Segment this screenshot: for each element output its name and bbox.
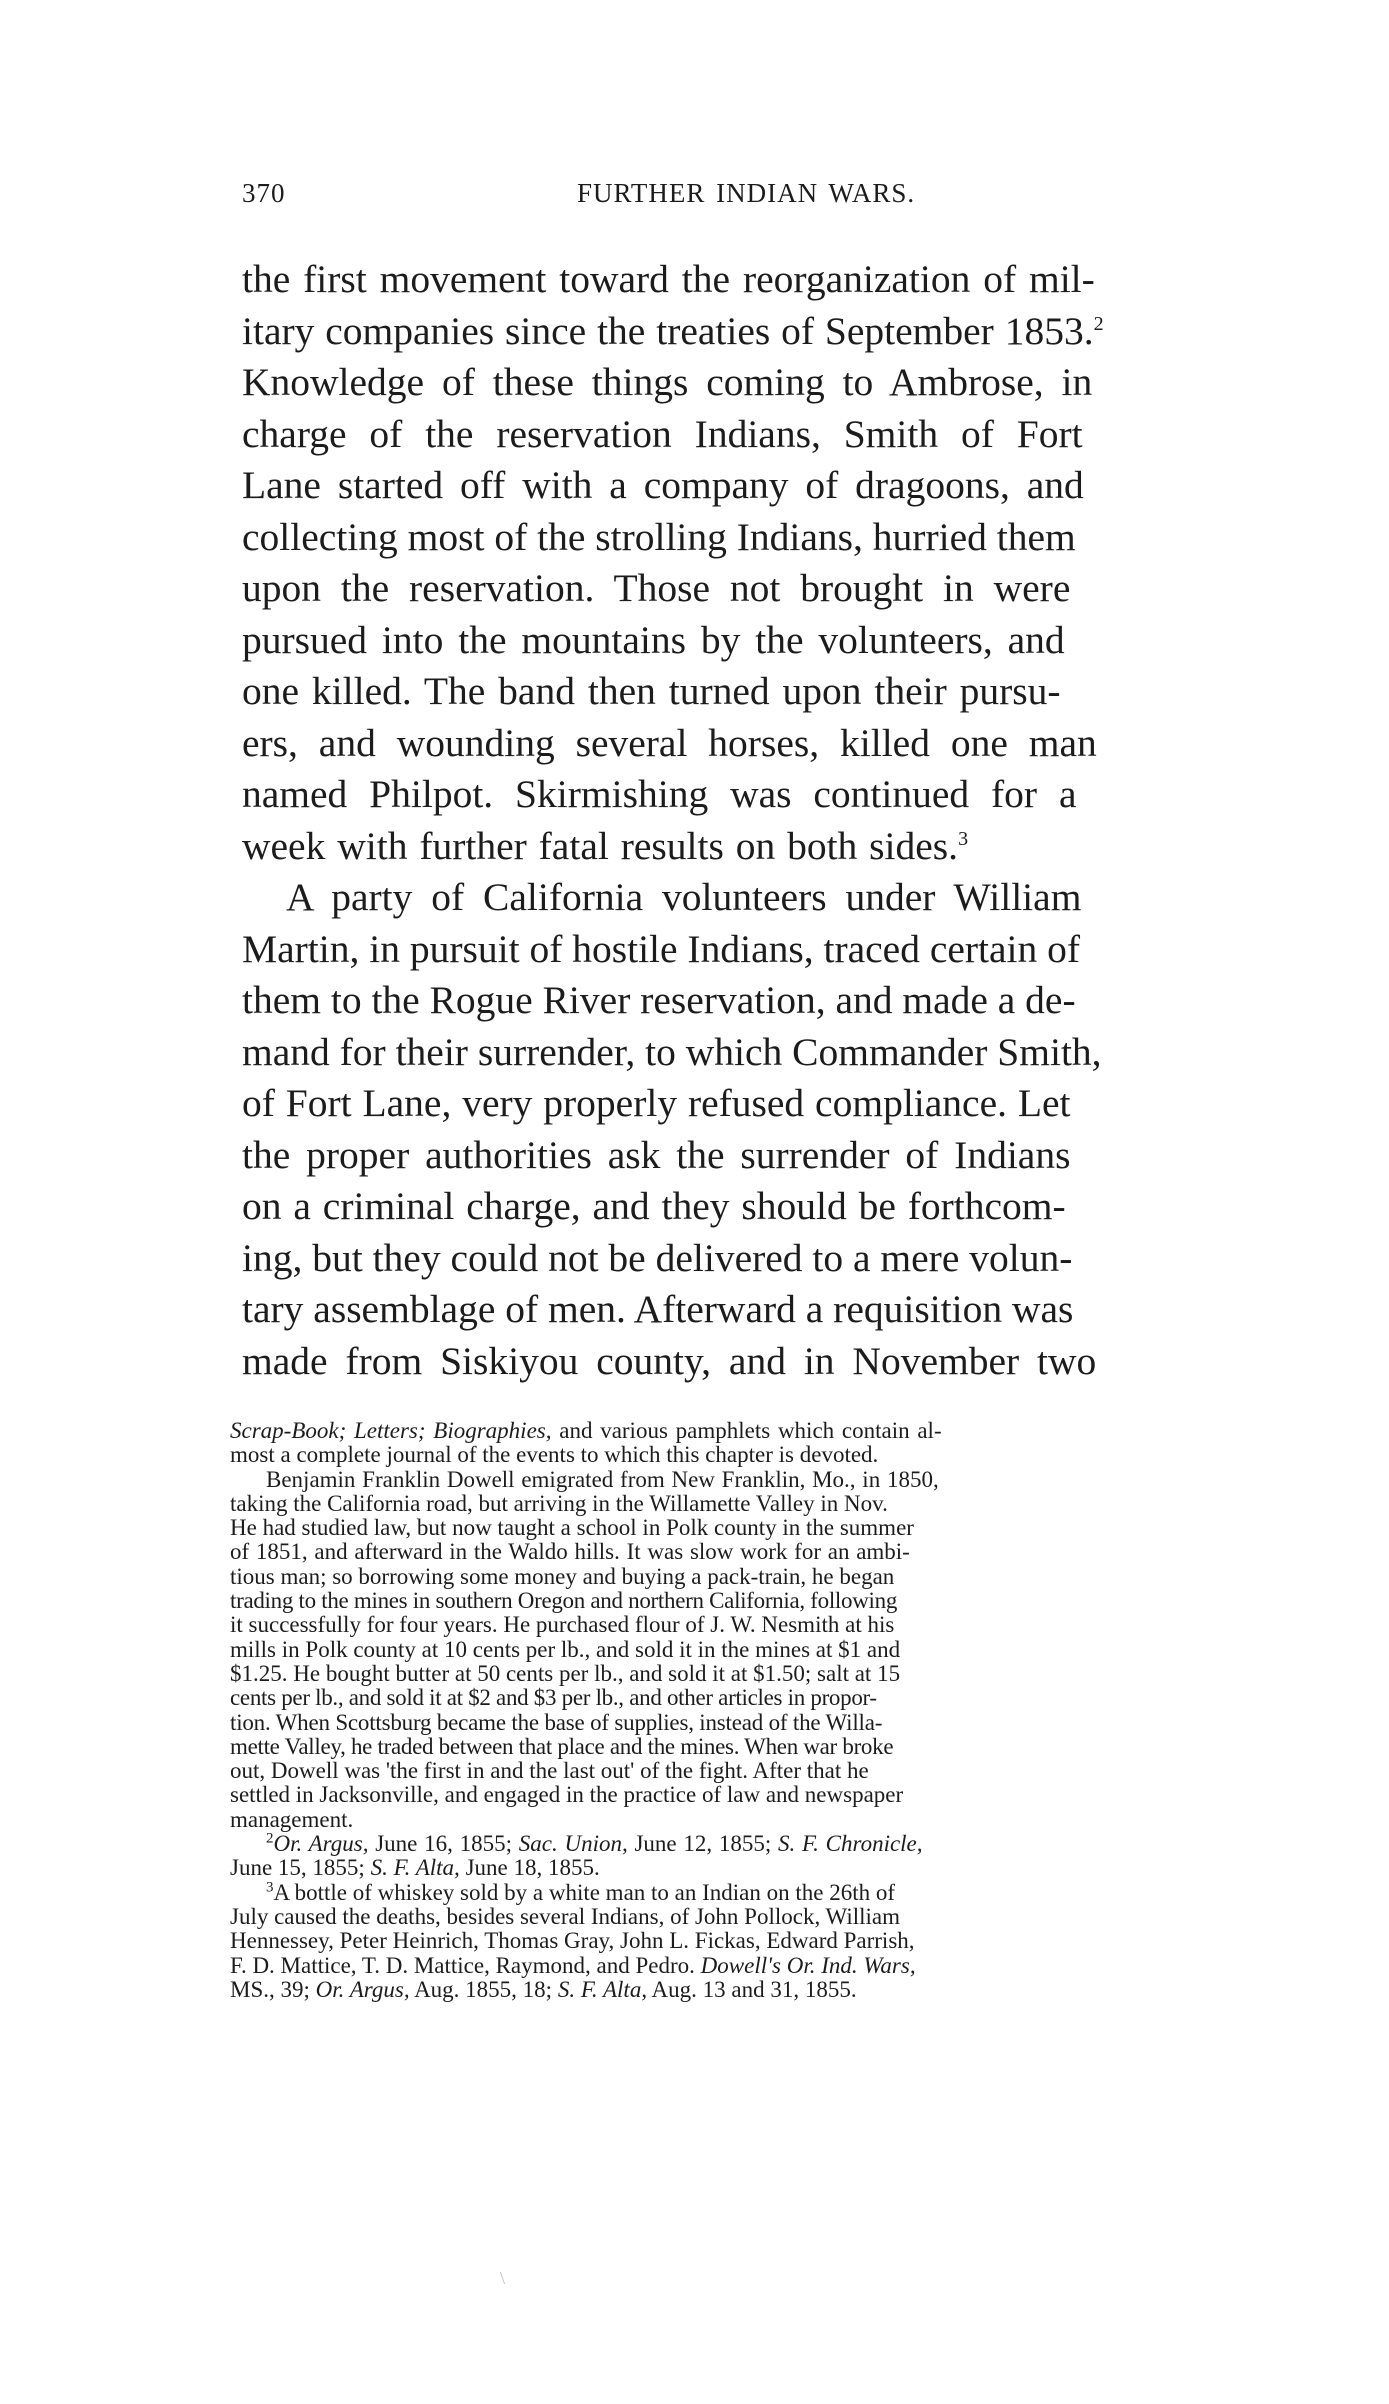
footnote-line: taking the California road, but arriving in the Willamette Valley in Nov.	[230, 1490, 888, 1516]
text-line: made from Siskiyou county, and in November two	[242, 1338, 1097, 1383]
text-line: mand for their surrender, to which Commander Smith,	[242, 1029, 1102, 1074]
text-line: pursued into the mountains by the volunteers, and	[242, 617, 1065, 662]
footnote-line: management.	[230, 1806, 354, 1832]
text-line: named Philpot. Skirmishing was continued for a	[242, 772, 1077, 816]
text-line: ers, and wounding several horses, killed one man	[242, 720, 1097, 765]
footnote-line: it successfully for four years. He purchased flour of J. W. Nesmith at his	[230, 1612, 895, 1638]
paper-mark: \	[500, 2268, 506, 2288]
footnote-number: 2	[266, 1830, 274, 1847]
footnote-line: most a complete journal of the events to which this chapter is devoted.	[230, 1442, 879, 1468]
text-line: ing, but they could not be delivered to a mere volun-	[242, 1235, 1073, 1280]
footnote-line: July caused the deaths, besides several Indians, of John Pollock, William	[230, 1903, 900, 1929]
text-line: the first movement toward the reorganization of mil-	[242, 257, 1095, 301]
text-line: collecting most of the strolling Indians, hurried them	[242, 514, 1076, 559]
text-line: Martin, in pursuit of hostile Indians, traced certain of	[242, 926, 1081, 971]
footnote-line: mette Valley, he traded between that place and the mines. When war broke	[230, 1733, 894, 1759]
footnote-line: $^2$Or. Argus, June 16, 1855; Sac. Union, June 12, 1855; S. F. Chronicle,	[266, 1830, 923, 1857]
footnote-line: MS., 39; Or. Argus, Aug. 1855, 18; S. F. Alta, Aug. 13 and 31, 1855.	[230, 1976, 857, 2002]
text-line: Knowledge of these things coming to Ambrose, in	[242, 360, 1093, 404]
footnote-line: Scrap-Book; Letters; Biographies, and various pamphlets which contain al-	[230, 1418, 942, 1443]
text-line: on a criminal charge, and they should be forthcom-	[242, 1184, 1066, 1228]
footnote-line: out, Dowell was 'the first in and the last out' of the fight. After that he	[230, 1758, 869, 1784]
footnote-mark: 3	[958, 827, 969, 850]
text-line: itary companies since the treaties of September 1853.$^2$	[242, 308, 1104, 353]
text-line: tary assemblage of men. Afterward a requisition was	[242, 1287, 1074, 1331]
text-line: the proper authorities ask the surrender of Indians	[242, 1132, 1071, 1177]
text-line: them to the Rogue River reservation, and made a de-	[242, 978, 1076, 1022]
text-line: Lane started off with a company of dragoons, and	[242, 463, 1084, 507]
footnote-line: Hennessey, Peter Heinrich, Thomas Gray, John L. Fickas, Edward Parrish,	[230, 1928, 915, 1954]
text-line: upon the reservation. Those not brought in were	[242, 566, 1071, 610]
footnote-line: trading to the mines in southern Oregon and northern California, following	[230, 1588, 898, 1614]
footnote-line: He had studied law, but now taught a school in Polk county in the summer	[230, 1515, 914, 1541]
footnote-line: Benjamin Franklin Dowell emigrated from New Franklin, Mo., in 1850,	[266, 1466, 939, 1492]
footnote-line: settled in Jacksonville, and engaged in the practice of law and newspaper	[230, 1782, 904, 1808]
text-line: charge of the reservation Indians, Smith of Fort	[242, 411, 1083, 456]
footnotes	[230, 1419, 1360, 2002]
footnote-line: F. D. Mattice, T. D. Mattice, Raymond, and Pedro. Dowell's Or. Ind. Wars,	[230, 1952, 916, 1978]
text-line: of Fort Lane, very properly refused compliance. Let	[242, 1081, 1071, 1125]
footnote-number: 3	[266, 1878, 274, 1895]
footnote-line: $1.25. He bought butter at 50 cents per lb., and sold it at $1.50; salt at 15	[230, 1660, 901, 1686]
footnote-mark: 2	[1093, 312, 1104, 335]
footnote-line: cents per lb., and sold it at $2 and $3 per lb., and other articles in propor-	[230, 1685, 877, 1711]
footnote-line: $^3$A bottle of whiskey sold by a white man to an Indian on the 26th of	[266, 1878, 896, 1905]
footnote-line: tious man; so borrowing some money and buying a pack-train, he began	[230, 1563, 895, 1589]
main-text	[242, 254, 1352, 1387]
footnote-line: tion. When Scottsburg became the base of supplies, instead of the Willa-	[230, 1709, 883, 1735]
footnote-line: of 1851, and afterward in the Waldo hills. It was slow work for an ambi-	[230, 1539, 910, 1565]
paragraph-start: A party of California volunteers under William	[286, 875, 1082, 919]
page-header	[242, 178, 1042, 228]
running-title: FURTHER INDIAN WARS.	[577, 178, 916, 208]
text-line: week with further fatal results on both sides.$^3$	[242, 823, 969, 868]
footnote-line: June 15, 1855; S. F. Alta, June 18, 1855.	[230, 1855, 600, 1881]
page-number: 370	[242, 178, 286, 208]
text-line: one killed. The band then turned upon their pursu-	[242, 669, 1061, 713]
footnote-line: mills in Polk county at 10 cents per lb., and sold it in the mines at $1 and	[230, 1636, 901, 1662]
